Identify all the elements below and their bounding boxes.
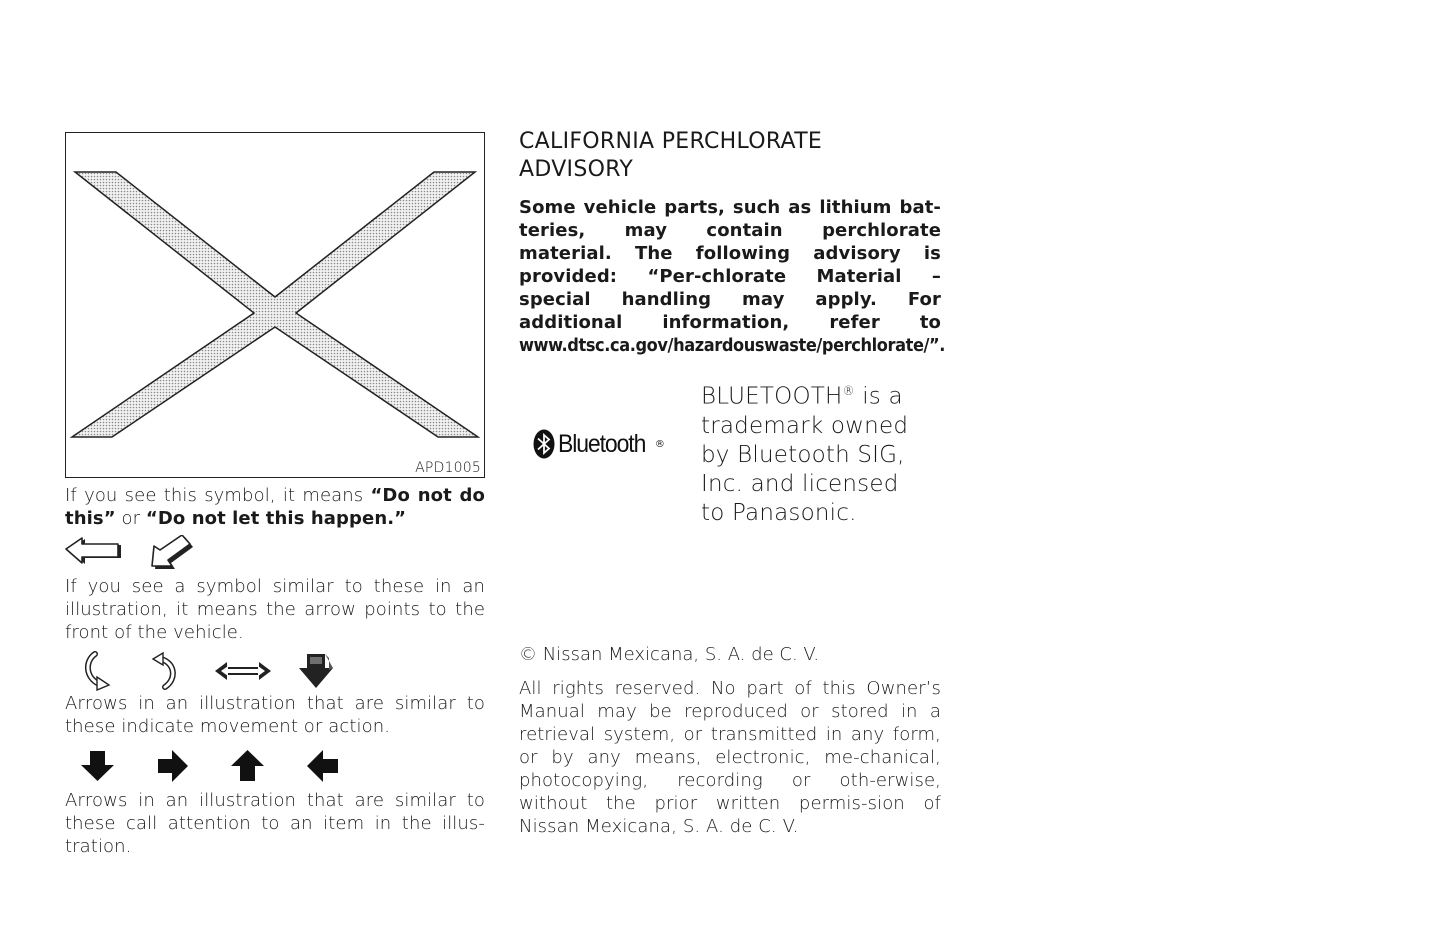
- rights-reserved-text: All rights reserved. No part of this Owner’s Manual may be reproduced or stored in a retrieval system, or transmitted in any form, or by any means, electronic, me-chanical, photocopying, recording or oth-erwise, without the prior written permis-sion of Nissan Mexicana, S. A. de C. V.: [519, 678, 941, 837]
- front-arrows-row: [65, 535, 485, 571]
- right-column: [519, 128, 946, 838]
- bluetooth-trademark-text: [701, 377, 941, 528]
- figure-code: APD1005: [415, 460, 481, 476]
- front-arrows-text: If you see a symbol similar to these in an illustration, it means the arrow points to the front of the vehicle.: [65, 576, 485, 643]
- symbol-bold-part: “Do not do this”: [65, 485, 485, 529]
- registered-mark: ®: [842, 384, 855, 398]
- movement-arrows-row: [65, 650, 485, 692]
- bluetooth-logo-word: Bluetooth: [558, 429, 646, 458]
- copyright-line: © Nissan Mexicana, S. A. de C. V.: [519, 644, 820, 665]
- do-not-symbol-text: [65, 484, 485, 530]
- bluetooth-line: to Panasonic.: [701, 499, 857, 526]
- curved-arrow-ccw-icon: [81, 651, 117, 691]
- bluetooth-line: trademark owned: [701, 412, 909, 439]
- advisory-body: Some vehicle parts, such as lithium bat-teries, may contain perchlorate material. The following advisory is provided: “Per-chlorate Material – special handling may apply. For additional information, refer to: [519, 197, 941, 333]
- down-arrow-3d-icon: [299, 652, 337, 690]
- bluetooth-section: [519, 377, 941, 527]
- bluetooth-line: Inc. and licensed: [701, 470, 899, 497]
- advisory-url: www.dtsc.ca.gov/hazardouswaste/perchlorate/”.: [519, 335, 946, 356]
- bluetooth-icon: [533, 429, 555, 459]
- symbol-text-part: or: [115, 508, 146, 529]
- left-column: [65, 132, 485, 858]
- movement-arrows-text: Arrows in an illustration that are similar to these indicate movement or action.: [65, 693, 485, 737]
- front-arrow-left-icon: [65, 536, 127, 570]
- double-arrow-icon: [213, 659, 273, 683]
- perchlorate-advisory-text: [519, 196, 946, 357]
- arrow-down-icon: [81, 750, 115, 782]
- curved-arrow-cw-icon: [151, 651, 187, 691]
- arrow-right-icon: [157, 750, 191, 782]
- attention-arrows-text: Arrows in an illustration that are similar to these call attention to an item in the illus-tration.: [65, 790, 485, 857]
- bluetooth-logo-mark: ®: [654, 438, 665, 450]
- heading-line: CALIFORNIA PERCHLORATE: [519, 129, 823, 154]
- front-arrow-diagonal-icon: [149, 535, 197, 571]
- bluetooth-brand: BLUETOOTH: [701, 383, 843, 410]
- do-not-symbol-figure: [65, 132, 485, 478]
- bluetooth-line: by Bluetooth SIG,: [701, 441, 905, 468]
- perchlorate-heading: [519, 128, 941, 184]
- arrow-up-icon: [231, 750, 265, 782]
- symbol-text-part: If you see this symbol, it means: [65, 485, 371, 506]
- x-symbol-icon: [66, 133, 484, 477]
- arrow-left-icon: [307, 750, 341, 782]
- symbol-bold-part: “Do not let this happen.”: [145, 508, 407, 529]
- attention-arrows-row: [65, 746, 485, 786]
- bluetooth-line: is a: [854, 383, 903, 410]
- bluetooth-logo: [533, 429, 665, 459]
- heading-line: ADVISORY: [519, 157, 634, 182]
